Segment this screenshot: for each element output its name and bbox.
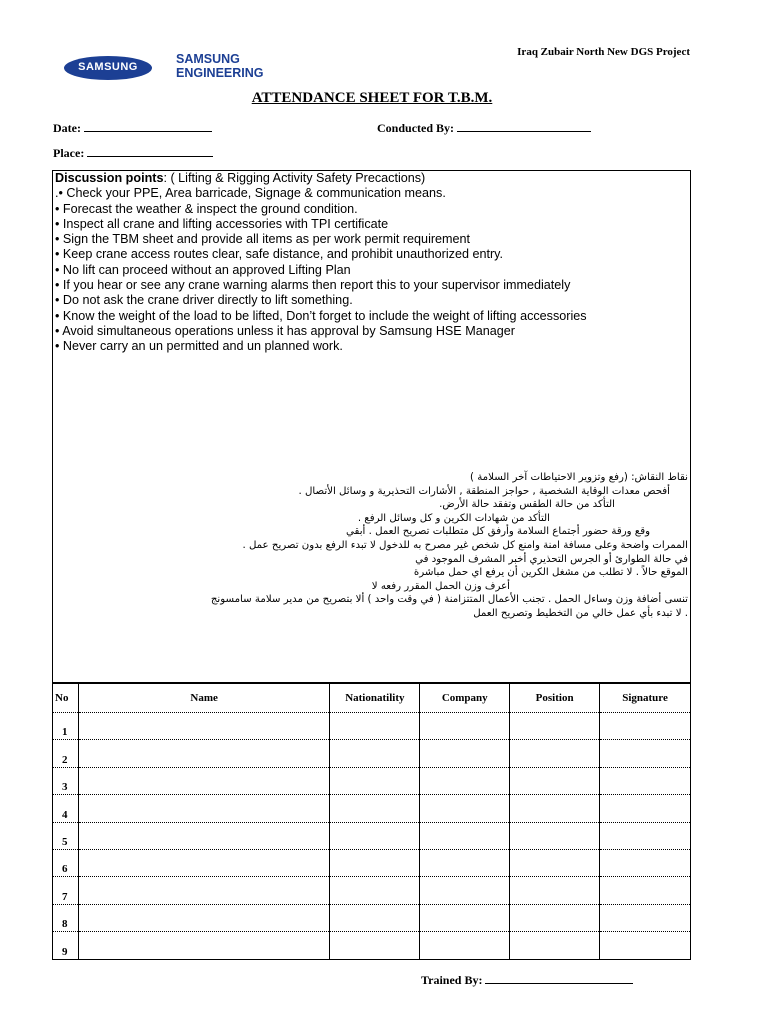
- col-position-header: Position: [510, 684, 600, 713]
- date-field: [53, 120, 212, 136]
- discussion-point: • Forecast the weather & inspect the ground condition.: [55, 201, 358, 216]
- arabic-line: نقاط النقاش: (رفع وتزوير الاحتياطات آخر السلامة ): [470, 472, 688, 483]
- position-cell[interactable]: [510, 740, 600, 767]
- nationality-cell[interactable]: [330, 767, 420, 794]
- conducted-input-line[interactable]: [457, 120, 591, 132]
- name-cell[interactable]: [78, 822, 329, 849]
- name-cell[interactable]: [78, 767, 329, 794]
- table-row: [53, 767, 691, 794]
- col-name-header: Name: [78, 684, 329, 713]
- date-input-line[interactable]: [84, 120, 212, 132]
- table-row: [53, 904, 691, 931]
- trained-label: Trained By:: [421, 973, 483, 987]
- table-row: [53, 713, 691, 740]
- discussion-point: • Do not ask the crane driver directly to lift something.: [55, 293, 353, 308]
- company-cell[interactable]: [420, 767, 510, 794]
- position-cell[interactable]: [510, 932, 600, 959]
- company-line-2: ENGINEERING: [176, 66, 264, 80]
- name-cell[interactable]: [78, 713, 329, 740]
- nationality-cell[interactable]: [330, 713, 420, 740]
- position-cell[interactable]: [510, 767, 600, 794]
- logo-text: SAMSUNG: [78, 61, 138, 73]
- row-number: 7: [53, 877, 79, 904]
- nationality-cell[interactable]: [330, 849, 420, 876]
- discussion-point: • No lift can proceed without an approved Lifting Plan: [55, 262, 351, 277]
- discussion-point: • Never carry an un permitted and un planned work.: [55, 339, 343, 354]
- table-row: [53, 932, 691, 959]
- company-cell[interactable]: [420, 877, 510, 904]
- table-header-row: [53, 684, 691, 713]
- place-label: Place:: [53, 146, 85, 160]
- signature-cell[interactable]: [600, 904, 691, 931]
- company-cell[interactable]: [420, 740, 510, 767]
- discussion-heading: [55, 171, 688, 186]
- signature-cell[interactable]: [600, 740, 691, 767]
- company-cell[interactable]: [420, 822, 510, 849]
- row-number: 5: [53, 822, 79, 849]
- conducted-label: Conducted By:: [377, 121, 455, 135]
- name-cell[interactable]: [78, 849, 329, 876]
- discussion-heading-label: Discussion points: [55, 171, 164, 185]
- arabic-line: الموقع حالاً . لا تطلب من مشغل الكرين أن يرفع اي حمل مباشرة: [413, 567, 688, 579]
- row-number: 8: [53, 904, 79, 931]
- name-cell[interactable]: [78, 904, 329, 931]
- nationality-cell[interactable]: [330, 877, 420, 904]
- row-number: 1: [53, 713, 79, 740]
- signature-cell[interactable]: [600, 932, 691, 959]
- date-label: Date:: [53, 121, 81, 135]
- discussion-point: • Know the weight of the load to be lifted, Don’t forget to include the weight of lifting accessories: [55, 308, 587, 323]
- signature-cell[interactable]: [600, 877, 691, 904]
- name-cell[interactable]: [78, 740, 329, 767]
- discussion-point: • Keep crane access routes clear, safe distance, and prohibit unauthorized entry.: [55, 247, 504, 262]
- name-cell[interactable]: [78, 877, 329, 904]
- discussion-point: • Inspect all crane and lifting accessories with TPI certificate: [55, 216, 389, 231]
- project-name: Iraq Zubair North New DGS Project: [517, 46, 690, 58]
- discussion-heading-suffix: : ( Lifting & Rigging Activity Safety Precactions): [163, 171, 426, 185]
- name-cell[interactable]: [78, 932, 329, 959]
- col-nationality-header: Nationatility: [330, 684, 420, 713]
- arabic-line: أفحص معدات الوقاية الشخصية , حواجز المنطقة , الأشارات التحذيرية و وسائل الأتصال .: [298, 485, 670, 497]
- place-field: [53, 145, 213, 161]
- nationality-cell[interactable]: [330, 795, 420, 822]
- nationality-cell[interactable]: [330, 932, 420, 959]
- signature-cell[interactable]: [600, 713, 691, 740]
- table-row: [53, 877, 691, 904]
- company-name: [176, 52, 264, 80]
- discussion-point: • If you hear or see any crane warning alarms then report this to your supervisor immediately: [55, 278, 571, 293]
- row-number: 3: [53, 767, 79, 794]
- discussion-point: • Sign the TBM sheet and provide all items as per work permit requirement: [55, 232, 471, 247]
- company-line-1: SAMSUNG: [176, 52, 240, 66]
- position-cell[interactable]: [510, 713, 600, 740]
- company-cell[interactable]: [420, 795, 510, 822]
- row-number: 6: [53, 849, 79, 876]
- discussion-content: [55, 171, 688, 355]
- company-cell[interactable]: [420, 904, 510, 931]
- conducted-field: [377, 120, 591, 136]
- signature-cell[interactable]: [600, 767, 691, 794]
- arabic-line: تنسى أضافة وزن وساءل الحمل . تجنب الأعمال المتتزامنة ( في وقت واحد ) ألا بتصريح من مدير سلامة سامسونج: [210, 594, 688, 606]
- attendance-table: [52, 683, 691, 960]
- col-no-header: No: [53, 684, 79, 713]
- table-row: [53, 822, 691, 849]
- nationality-cell[interactable]: [330, 822, 420, 849]
- position-cell[interactable]: [510, 904, 600, 931]
- company-cell[interactable]: [420, 713, 510, 740]
- arabic-line: الممرات واضحة وعلى مسافة امنة وامنع كل شخص غير مصرح به للدخول لا تبدء الرفع بدون تصريح عمل .: [242, 539, 688, 551]
- nationality-cell[interactable]: [330, 740, 420, 767]
- discussion-point: .• Check your PPE, Area barricade, Signage & communication means.: [55, 186, 446, 201]
- arabic-line: في حالة الطوارئ أو الجرس التحذيري أخبر المشرف الموجود في: [415, 553, 688, 565]
- table-row: [53, 849, 691, 876]
- col-company-header: Company: [420, 684, 510, 713]
- trained-input-line[interactable]: [485, 972, 633, 984]
- arabic-line: التأكد من شهادات الكرين و كل وسائل الرفع .: [357, 512, 550, 524]
- trained-field: [421, 972, 633, 988]
- position-cell[interactable]: [510, 877, 600, 904]
- attendance-rows: [53, 713, 691, 960]
- row-number: 2: [53, 740, 79, 767]
- company-cell[interactable]: [420, 932, 510, 959]
- arabic-line: أعرف وزن الحمل المقرر رفعه لا: [371, 580, 510, 592]
- col-signature-header: Signature: [600, 684, 691, 713]
- arabic-line: وقع ورقة حضور أجتماع السلامة وأرفق كل متطلبات تصريح العمل . أبقي: [346, 526, 650, 538]
- position-cell[interactable]: [510, 822, 600, 849]
- signature-cell[interactable]: [600, 849, 691, 876]
- row-number: 9: [53, 932, 79, 959]
- discussion-point: • Avoid simultaneous operations unless it has approval by Samsung HSE Manager: [55, 323, 515, 338]
- company-cell[interactable]: [420, 849, 510, 876]
- place-input-line[interactable]: [87, 145, 213, 157]
- samsung-logo: [64, 56, 152, 80]
- signature-cell[interactable]: [600, 822, 691, 849]
- row-number: 4: [53, 795, 79, 822]
- arabic-points: [53, 471, 690, 621]
- nationality-cell[interactable]: [330, 904, 420, 931]
- position-cell[interactable]: [510, 849, 600, 876]
- page-title: ATTENDANCE SHEET FOR T.B.M.: [251, 90, 493, 106]
- discussion-box: [52, 170, 691, 683]
- arabic-line: . لا تبدء بأي عمل خالي من التخطيط وتصريح العمل: [473, 607, 688, 619]
- signature-cell[interactable]: [600, 795, 691, 822]
- position-cell[interactable]: [510, 795, 600, 822]
- table-row: [53, 740, 691, 767]
- arabic-line: التأكد من حالة الطقس وتفقد حالة الأرض.: [439, 499, 615, 511]
- table-row: [53, 795, 691, 822]
- name-cell[interactable]: [78, 795, 329, 822]
